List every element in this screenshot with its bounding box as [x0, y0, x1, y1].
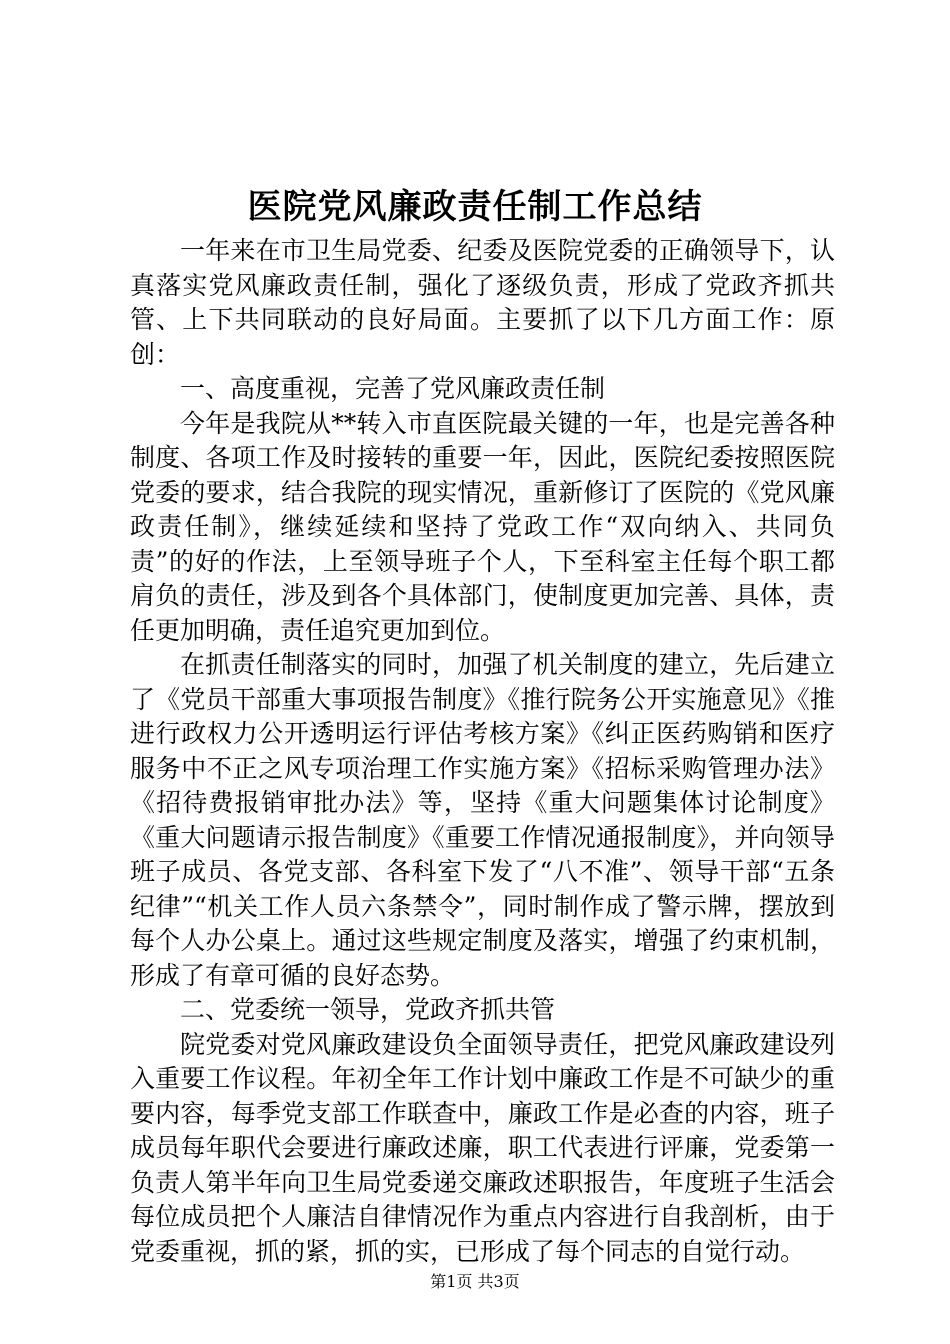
- document-body: [130, 234, 835, 1269]
- paragraph-intro: 一年来在市卫生局党委、纪委及医院党委的正确领导下，认真落实党风廉政责任制，强化了逐级负责，形成了党政齐抓共管、上下共同联动的良好局面。主要抓了以下几方面工作：原创：: [130, 236, 835, 369]
- section-heading-2: 二、党委统一领导，党政齐抓共管: [180, 995, 556, 1024]
- paragraph-section1-a: 今年是我院从**转入市直医院最关键的一年，也是完善各种制度、各项工作及时接转的重要一年，因此，医院纪委按照医院党委的要求，结合我院的现实情况，重新修订了医院的《党风廉政责任制》，继续延续和坚持了党政工作“双向纳入、共同负责”的好的作法，上至领导班子个人，下至科室主任每个职工都肩负的责任，涉及到各个具体部门，使制度更加完善、具体，责任更加明确，责任追究更加到位。: [130, 408, 835, 645]
- paragraph-section2-a: 院党委对党风廉政建设负全面领导责任，把党风廉政建设列入重要工作议程。年初全年工作计划中廉政工作是不可缺少的重要内容，每季党支部工作联查中，廉政工作是必查的内容，班子成员每年职代会要进行廉政述廉，职工代表进行评廉，党委第一负责人第半年向卫生局党委递交廉政述职报告，年度班子生活会每位成员把个人廉洁自律情况作为重点内容进行自我剖析，由于党委重视，抓的紧，抓的实，已形成了每个同志的自觉行动。: [130, 1029, 835, 1266]
- paragraph-section1-b: 在抓责任制落实的同时，加强了机关制度的建立，先后建立了《党员干部重大事项报告制度》《推行院务公开实施意见》《推进行政权力公开透明运行评估考核方案》《纠正医药购销和医疗服务中不正之风专项治理工作实施方案》《招标采购管理办法》《招待费报销审批办法》等，坚持《重大问题集体讨论制度》《重大问题请示报告制度》《重要工作情况通报制度》，并向领导班子成员、各党支部、各科室下发了“八不准”、领导干部“五条纪律”“机关工作人员六条禁令”，同时制作成了警示牌，摆放到每个人办公桌上。通过这些规定制度及落实，增强了约束机制，形成了有章可循的良好态势。: [130, 650, 835, 990]
- page-footer: 第1页 共3页: [430, 1272, 520, 1291]
- document-title: 医院党风廉政责任制工作总结: [247, 187, 703, 227]
- section-heading-1: 一、高度重视，完善了党风廉政责任制: [180, 374, 606, 403]
